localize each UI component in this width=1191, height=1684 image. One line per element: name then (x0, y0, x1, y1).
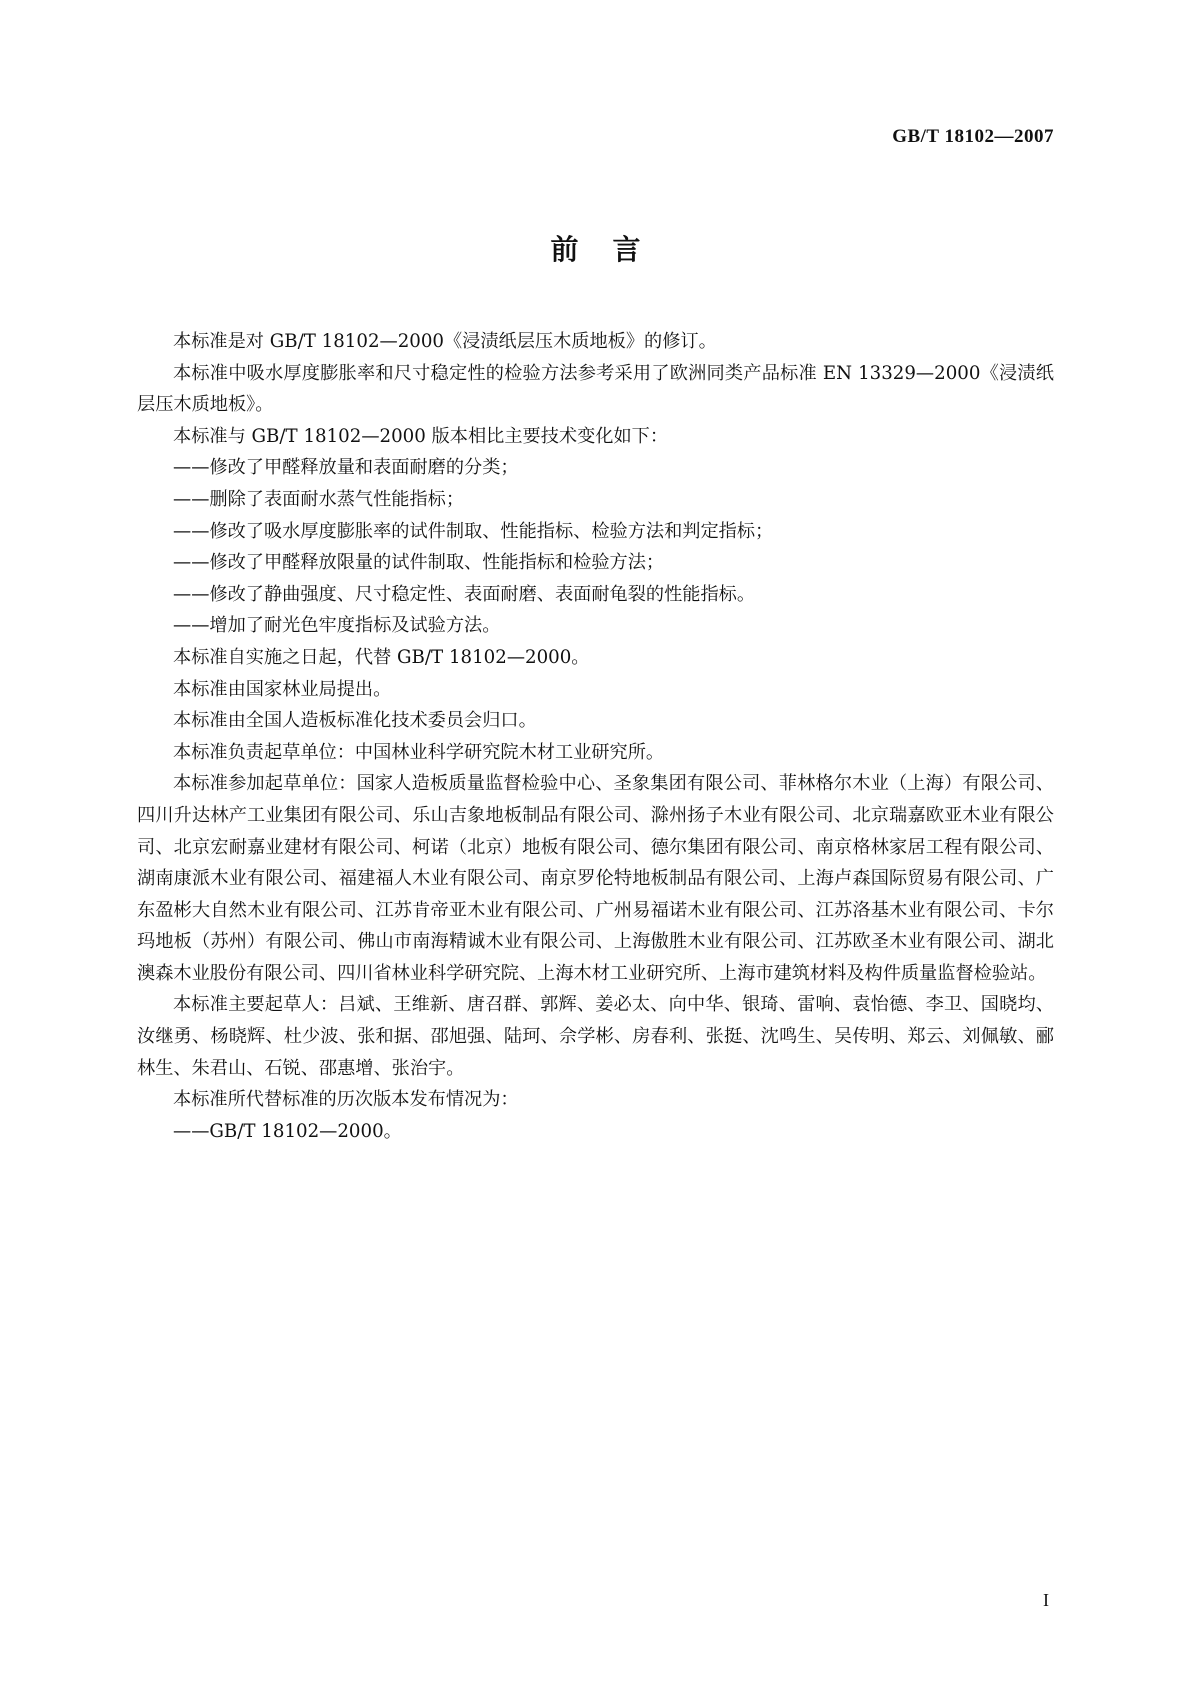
page-title: 前言 (550, 233, 675, 266)
foreword-body (137, 326, 1054, 1147)
change-item: ——修改了甲醛释放限量的试件制取、性能指标和检验方法； (173, 552, 665, 574)
standard-code: GB/T 18102—2007 (892, 126, 1054, 147)
change-item: ——修改了甲醛释放量和表面耐磨的分类； (173, 457, 519, 479)
paragraph-replacement: 本标准自实施之日起，代替 GB/T 18102—2000。 (173, 646, 590, 668)
paragraph-test-method-reference: 本标准中吸水厚度膨胀率和尺寸稳定性的检验方法参考采用了欧洲同类产品标准 EN 13329—2000《浸渍纸层压木质地板》。 (137, 362, 1054, 416)
paragraph-revision: 本标准是对 GB/T 18102—2000《浸渍纸层压木质地板》的修订。 (173, 331, 717, 352)
paragraph-previous-editions-intro: 本标准所代替标准的历次版本发布情况为： (173, 1089, 519, 1111)
change-item: ——增加了耐光色牢度指标及试验方法。 (173, 615, 501, 637)
page-number: I (1043, 1590, 1049, 1610)
change-item: ——删除了表面耐水蒸气性能指标； (173, 488, 465, 510)
paragraph-main-drafters: 本标准主要起草人：吕斌、王维新、唐召群、郭辉、姜必太、向中华、银琦、雷响、袁怡德、李卫、国晓均、汝继勇、杨晓辉、杜少波、张和据、邵旭强、陆珂、佘学彬、房春利、张挺、沈鸣生、吴传明、郑云、刘佩敏、郦林生、朱君山、石锐、邵惠增、张治宇。 (137, 994, 1054, 1079)
paragraph-technical-committee: 本标准由全国人造板标准化技术委员会归口。 (173, 710, 537, 732)
previous-edition-item: ——GB/T 18102—2000。 (173, 1120, 402, 1142)
paragraph-responsible-drafter: 本标准负责起草单位：中国林业科学研究院木材工业研究所。 (173, 741, 665, 763)
change-item: ——修改了静曲强度、尺寸稳定性、表面耐磨、表面耐龟裂的性能指标。 (173, 583, 756, 605)
change-item: ——修改了吸水厚度膨胀率的试件制取、性能指标、检验方法和判定指标； (173, 520, 774, 542)
paragraph-participating-drafters: 本标准参加起草单位：国家人造板质量监督检验中心、圣象集团有限公司、菲林格尔木业（上海）有限公司、四川升达林产工业集团有限公司、乐山吉象地板制品有限公司、滁州扬子木业有限公司、北京瑞嘉欧亚木业有限公司、北京宏耐嘉业建材有限公司、柯诺（北京）地板有限公司、德尔集团有限公司、南京格林家居工程有限公司、湖南康派木业有限公司、福建福人木业有限公司、南京罗伦特地板制品有限公司、上海卢森国际贸易有限公司、广东盈彬大自然木业有限公司、江苏肯帝亚木业有限公司、广州易福诺木业有限公司、江苏洛基木业有限公司、卡尔玛地板（苏州）有限公司、佛山市南海精诚木业有限公司、上海傲胜木业有限公司、江苏欧圣木业有限公司、湖北澳森木业股份有限公司、四川省林业科学研究院、上海木材工业研究所、上海市建筑材料及构件质量监督检验站。 (137, 773, 1054, 984)
paragraph-changes-intro: 本标准与 GB/T 18102—2000 版本相比主要技术变化如下： (173, 425, 669, 447)
paragraph-proposer: 本标准由国家林业局提出。 (173, 678, 392, 700)
